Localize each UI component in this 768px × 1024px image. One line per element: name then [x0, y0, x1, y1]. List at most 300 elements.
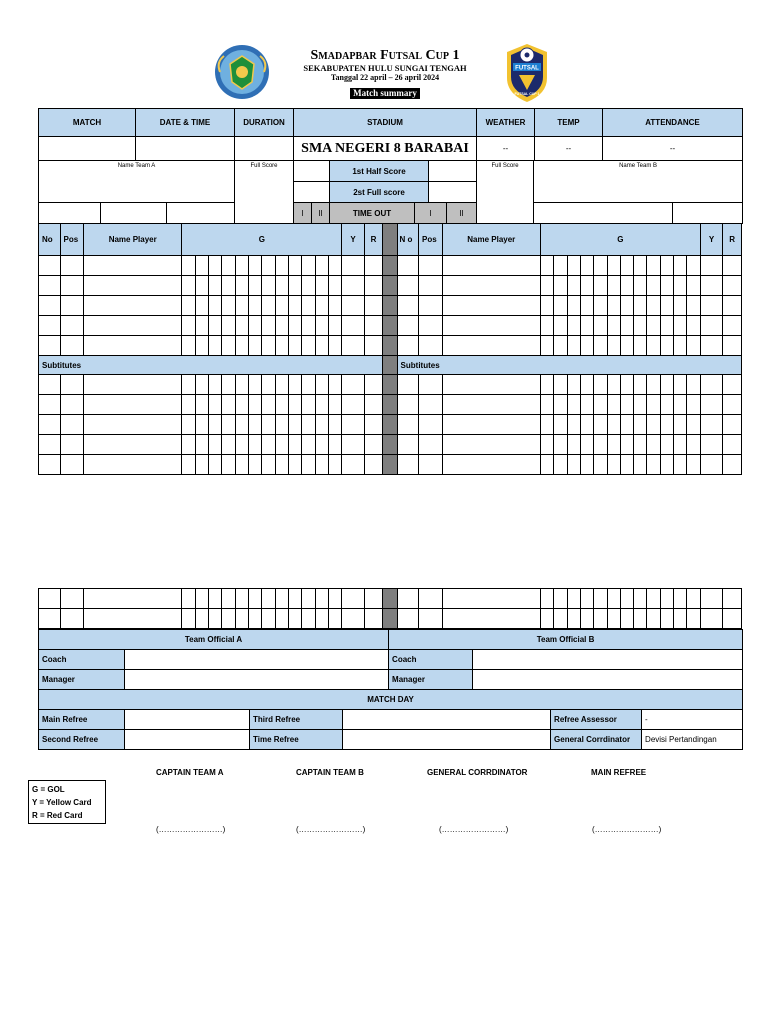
player-a-goal-cell[interactable]	[275, 415, 288, 435]
player-b-goal-cell[interactable]	[580, 336, 593, 356]
player-a-goal-cell[interactable]	[222, 316, 235, 336]
player-a-no[interactable]	[39, 395, 61, 415]
player-b-goal-cell[interactable]	[554, 435, 567, 455]
player-a-goal-cell[interactable]	[222, 589, 235, 609]
player-a-goal-cell[interactable]	[195, 395, 208, 415]
player-b-goal-cell[interactable]	[620, 256, 633, 276]
player-a-goal-cell[interactable]	[262, 276, 275, 296]
player-a-goal-cell[interactable]	[315, 336, 328, 356]
player-b-goal-cell[interactable]	[634, 256, 647, 276]
player-a-red-cell[interactable]	[364, 395, 382, 415]
player-a-goal-cell[interactable]	[195, 589, 208, 609]
timeout-a-ii[interactable]: II	[312, 203, 330, 224]
player-a-goal-cell[interactable]	[182, 435, 195, 455]
player-b-goal-cell[interactable]	[660, 296, 673, 316]
player-b-goal-cell[interactable]	[607, 455, 620, 475]
player-b-goal-cell[interactable]	[594, 316, 607, 336]
main-referee-signature-line[interactable]: (……………………)	[592, 825, 662, 834]
player-b-goal-cell[interactable]	[554, 455, 567, 475]
player-a-yellow-cell[interactable]	[342, 455, 365, 475]
second-full-b-box[interactable]	[429, 182, 477, 203]
player-a-goal-cell[interactable]	[182, 455, 195, 475]
player-a-goal-cell[interactable]	[328, 415, 341, 435]
player-a-goal-cell[interactable]	[248, 415, 261, 435]
player-a-goal-cell[interactable]	[315, 395, 328, 415]
player-a-yellow-cell[interactable]	[342, 296, 365, 316]
player-a-goal-cell[interactable]	[262, 609, 275, 629]
player-b-goal-cell[interactable]	[594, 375, 607, 395]
second-full-a-box[interactable]	[294, 182, 330, 203]
player-a-name[interactable]	[84, 316, 182, 336]
player-b-goal-cell[interactable]	[554, 316, 567, 336]
player-a-name[interactable]	[84, 276, 182, 296]
player-a-goal-cell[interactable]	[235, 256, 248, 276]
player-a-goal-cell[interactable]	[248, 316, 261, 336]
player-a-goal-cell[interactable]	[315, 455, 328, 475]
player-a-goal-cell[interactable]	[182, 256, 195, 276]
player-a-goal-cell[interactable]	[315, 276, 328, 296]
player-b-goal-cell[interactable]	[660, 395, 673, 415]
player-b-no[interactable]	[397, 336, 419, 356]
player-b-goal-cell[interactable]	[647, 375, 660, 395]
player-a-name[interactable]	[84, 296, 182, 316]
player-b-goal-cell[interactable]	[660, 589, 673, 609]
player-b-goal-cell[interactable]	[607, 375, 620, 395]
timeout-b-i[interactable]: I	[415, 203, 447, 224]
player-a-name[interactable]	[84, 589, 182, 609]
player-a-red-cell[interactable]	[364, 296, 382, 316]
player-a-goal-cell[interactable]	[288, 316, 301, 336]
player-a-goal-cell[interactable]	[195, 415, 208, 435]
player-b-name[interactable]	[442, 256, 540, 276]
player-b-goal-cell[interactable]	[687, 375, 700, 395]
duration-value[interactable]	[235, 137, 294, 161]
player-a-goal-cell[interactable]	[235, 276, 248, 296]
player-b-name[interactable]	[442, 276, 540, 296]
player-a-yellow-cell[interactable]	[342, 589, 365, 609]
player-b-red-cell[interactable]	[723, 415, 742, 435]
player-a-goal-cell[interactable]	[209, 375, 222, 395]
player-a-goal-cell[interactable]	[262, 296, 275, 316]
player-b-goal-cell[interactable]	[540, 455, 553, 475]
player-b-goal-cell[interactable]	[607, 415, 620, 435]
player-a-goal-cell[interactable]	[235, 415, 248, 435]
player-b-goal-cell[interactable]	[674, 276, 687, 296]
player-a-goal-cell[interactable]	[302, 455, 315, 475]
player-b-goal-cell[interactable]	[580, 435, 593, 455]
player-a-red-cell[interactable]	[364, 276, 382, 296]
player-b-goal-cell[interactable]	[634, 316, 647, 336]
team-a-cell-3[interactable]	[167, 203, 235, 224]
player-b-goal-cell[interactable]	[567, 296, 580, 316]
player-a-goal-cell[interactable]	[248, 435, 261, 455]
manager-a-field[interactable]	[125, 670, 389, 690]
player-a-goal-cell[interactable]	[262, 455, 275, 475]
player-b-goal-cell[interactable]	[620, 589, 633, 609]
general-coordinator-field[interactable]: Devisi Pertandingan	[642, 730, 743, 750]
player-b-goal-cell[interactable]	[567, 589, 580, 609]
player-a-goal-cell[interactable]	[235, 296, 248, 316]
player-a-goal-cell[interactable]	[248, 276, 261, 296]
player-b-goal-cell[interactable]	[687, 276, 700, 296]
player-b-goal-cell[interactable]	[580, 296, 593, 316]
player-b-goal-cell[interactable]	[674, 415, 687, 435]
player-b-goal-cell[interactable]	[687, 415, 700, 435]
player-a-red-cell[interactable]	[364, 435, 382, 455]
player-b-goal-cell[interactable]	[674, 589, 687, 609]
player-b-no[interactable]	[397, 589, 419, 609]
player-b-name[interactable]	[442, 395, 540, 415]
player-b-goal-cell[interactable]	[594, 435, 607, 455]
second-referee-field[interactable]	[125, 730, 250, 750]
player-a-goal-cell[interactable]	[209, 296, 222, 316]
player-b-goal-cell[interactable]	[634, 435, 647, 455]
player-a-goal-cell[interactable]	[222, 609, 235, 629]
player-b-pos[interactable]	[419, 395, 443, 415]
player-a-goal-cell[interactable]	[195, 276, 208, 296]
player-b-goal-cell[interactable]	[554, 336, 567, 356]
player-b-red-cell[interactable]	[723, 395, 742, 415]
player-b-goal-cell[interactable]	[687, 395, 700, 415]
player-b-goal-cell[interactable]	[580, 609, 593, 629]
player-a-goal-cell[interactable]	[209, 455, 222, 475]
player-a-goal-cell[interactable]	[235, 609, 248, 629]
player-a-goal-cell[interactable]	[328, 336, 341, 356]
player-b-yellow-cell[interactable]	[700, 435, 723, 455]
player-a-goal-cell[interactable]	[288, 296, 301, 316]
player-b-goal-cell[interactable]	[607, 589, 620, 609]
player-a-goal-cell[interactable]	[302, 609, 315, 629]
player-a-goal-cell[interactable]	[182, 415, 195, 435]
player-b-red-cell[interactable]	[723, 435, 742, 455]
player-b-goal-cell[interactable]	[674, 256, 687, 276]
player-b-goal-cell[interactable]	[674, 455, 687, 475]
main-referee-field[interactable]	[125, 710, 250, 730]
player-b-goal-cell[interactable]	[540, 316, 553, 336]
player-a-goal-cell[interactable]	[288, 609, 301, 629]
player-a-goal-cell[interactable]	[182, 316, 195, 336]
player-b-goal-cell[interactable]	[594, 296, 607, 316]
player-b-goal-cell[interactable]	[674, 336, 687, 356]
player-a-goal-cell[interactable]	[275, 336, 288, 356]
player-a-goal-cell[interactable]	[182, 375, 195, 395]
player-b-name[interactable]	[442, 609, 540, 629]
player-b-goal-cell[interactable]	[607, 395, 620, 415]
player-b-no[interactable]	[397, 316, 419, 336]
player-b-red-cell[interactable]	[723, 316, 742, 336]
player-b-goal-cell[interactable]	[687, 256, 700, 276]
player-b-name[interactable]	[442, 336, 540, 356]
player-a-no[interactable]	[39, 455, 61, 475]
player-a-no[interactable]	[39, 276, 61, 296]
player-b-goal-cell[interactable]	[540, 415, 553, 435]
player-a-goal-cell[interactable]	[275, 375, 288, 395]
player-b-pos[interactable]	[419, 415, 443, 435]
player-a-pos[interactable]	[60, 256, 84, 276]
player-b-goal-cell[interactable]	[554, 375, 567, 395]
player-a-goal-cell[interactable]	[328, 609, 341, 629]
player-a-goal-cell[interactable]	[315, 375, 328, 395]
player-b-pos[interactable]	[419, 316, 443, 336]
player-a-goal-cell[interactable]	[249, 589, 262, 609]
player-a-goal-cell[interactable]	[248, 256, 261, 276]
player-b-goal-cell[interactable]	[634, 276, 647, 296]
player-a-goal-cell[interactable]	[262, 589, 275, 609]
player-b-name[interactable]	[442, 316, 540, 336]
player-b-goal-cell[interactable]	[647, 316, 660, 336]
player-b-name[interactable]	[442, 435, 540, 455]
player-b-yellow-cell[interactable]	[700, 589, 723, 609]
player-b-goal-cell[interactable]	[554, 256, 567, 276]
player-a-goal-cell[interactable]	[288, 276, 301, 296]
player-a-goal-cell[interactable]	[195, 296, 208, 316]
player-b-goal-cell[interactable]	[567, 336, 580, 356]
player-b-goal-cell[interactable]	[567, 435, 580, 455]
player-b-no[interactable]	[397, 609, 419, 629]
player-a-name[interactable]	[84, 455, 182, 475]
player-b-goal-cell[interactable]	[674, 296, 687, 316]
player-a-red-cell[interactable]	[364, 375, 382, 395]
player-b-red-cell[interactable]	[723, 336, 742, 356]
player-a-goal-cell[interactable]	[222, 375, 235, 395]
player-b-goal-cell[interactable]	[580, 415, 593, 435]
player-a-goal-cell[interactable]	[288, 375, 301, 395]
player-a-red-cell[interactable]	[364, 256, 382, 276]
player-a-goal-cell[interactable]	[275, 395, 288, 415]
player-b-yellow-cell[interactable]	[700, 609, 723, 629]
player-b-name[interactable]	[442, 296, 540, 316]
player-a-goal-cell[interactable]	[222, 415, 235, 435]
date-time-value[interactable]	[136, 137, 235, 161]
player-a-goal-cell[interactable]	[288, 415, 301, 435]
player-b-goal-cell[interactable]	[594, 609, 607, 629]
player-b-no[interactable]	[397, 395, 419, 415]
player-a-goal-cell[interactable]	[328, 296, 341, 316]
player-a-no[interactable]	[39, 415, 61, 435]
player-a-goal-cell[interactable]	[209, 415, 222, 435]
player-b-goal-cell[interactable]	[540, 375, 553, 395]
player-b-goal-cell[interactable]	[634, 589, 647, 609]
player-b-goal-cell[interactable]	[634, 296, 647, 316]
player-b-goal-cell[interactable]	[620, 336, 633, 356]
player-b-goal-cell[interactable]	[540, 589, 553, 609]
player-a-goal-cell[interactable]	[288, 589, 301, 609]
player-a-goal-cell[interactable]	[315, 435, 328, 455]
player-a-goal-cell[interactable]	[182, 589, 195, 609]
player-b-yellow-cell[interactable]	[700, 316, 723, 336]
player-b-red-cell[interactable]	[723, 296, 742, 316]
player-b-goal-cell[interactable]	[647, 296, 660, 316]
general-coordinator-signature-line[interactable]: (……………………)	[439, 825, 509, 834]
player-b-goal-cell[interactable]	[674, 609, 687, 629]
player-b-goal-cell[interactable]	[594, 336, 607, 356]
player-b-goal-cell[interactable]	[687, 316, 700, 336]
player-b-goal-cell[interactable]	[607, 256, 620, 276]
player-a-pos[interactable]	[60, 395, 84, 415]
player-a-no[interactable]	[39, 336, 61, 356]
team-b-cell-1[interactable]	[534, 203, 673, 224]
player-b-goal-cell[interactable]	[660, 609, 673, 629]
player-b-goal-cell[interactable]	[540, 276, 553, 296]
player-b-goal-cell[interactable]	[567, 256, 580, 276]
player-b-goal-cell[interactable]	[594, 415, 607, 435]
player-b-goal-cell[interactable]	[567, 455, 580, 475]
player-b-pos[interactable]	[419, 256, 443, 276]
player-b-goal-cell[interactable]	[580, 256, 593, 276]
player-a-goal-cell[interactable]	[248, 336, 261, 356]
player-a-name[interactable]	[84, 375, 182, 395]
player-b-goal-cell[interactable]	[687, 609, 700, 629]
player-a-goal-cell[interactable]	[209, 395, 222, 415]
player-a-yellow-cell[interactable]	[342, 435, 365, 455]
player-b-goal-cell[interactable]	[540, 435, 553, 455]
player-a-goal-cell[interactable]	[235, 589, 248, 609]
player-b-goal-cell[interactable]	[580, 276, 593, 296]
time-referee-field[interactable]	[343, 730, 551, 750]
player-b-goal-cell[interactable]	[554, 276, 567, 296]
player-b-goal-cell[interactable]	[634, 455, 647, 475]
player-a-yellow-cell[interactable]	[342, 395, 365, 415]
player-a-goal-cell[interactable]	[248, 296, 261, 316]
player-a-goal-cell[interactable]	[195, 435, 208, 455]
player-a-yellow-cell[interactable]	[342, 256, 365, 276]
player-a-goal-cell[interactable]	[195, 336, 208, 356]
coach-a-field[interactable]	[125, 650, 389, 670]
player-b-red-cell[interactable]	[723, 256, 742, 276]
player-a-goal-cell[interactable]	[315, 296, 328, 316]
player-a-red-cell[interactable]	[364, 609, 382, 629]
player-a-goal-cell[interactable]	[249, 609, 262, 629]
player-a-goal-cell[interactable]	[248, 375, 261, 395]
player-a-pos[interactable]	[60, 455, 84, 475]
player-b-goal-cell[interactable]	[620, 296, 633, 316]
player-a-goal-cell[interactable]	[182, 276, 195, 296]
player-b-yellow-cell[interactable]	[700, 415, 723, 435]
player-b-goal-cell[interactable]	[567, 609, 580, 629]
player-a-yellow-cell[interactable]	[342, 609, 365, 629]
player-b-goal-cell[interactable]	[540, 256, 553, 276]
player-b-goal-cell[interactable]	[620, 455, 633, 475]
player-b-goal-cell[interactable]	[634, 336, 647, 356]
player-b-goal-cell[interactable]	[554, 609, 567, 629]
player-b-goal-cell[interactable]	[660, 455, 673, 475]
player-b-goal-cell[interactable]	[647, 256, 660, 276]
player-b-goal-cell[interactable]	[674, 316, 687, 336]
player-a-goal-cell[interactable]	[262, 395, 275, 415]
player-b-goal-cell[interactable]	[620, 415, 633, 435]
player-b-goal-cell[interactable]	[594, 395, 607, 415]
match-value[interactable]	[39, 137, 136, 161]
player-a-goal-cell[interactable]	[302, 256, 315, 276]
player-a-goal-cell[interactable]	[222, 435, 235, 455]
player-b-pos[interactable]	[419, 609, 443, 629]
timeout-b-ii[interactable]: II	[447, 203, 477, 224]
first-half-b-box[interactable]	[429, 161, 477, 182]
player-a-goal-cell[interactable]	[182, 609, 195, 629]
player-a-goal-cell[interactable]	[209, 435, 222, 455]
player-b-red-cell[interactable]	[723, 375, 742, 395]
player-a-pos[interactable]	[60, 435, 84, 455]
captain-a-signature-line[interactable]: (……………………)	[156, 825, 226, 834]
player-a-goal-cell[interactable]	[302, 375, 315, 395]
player-b-name[interactable]	[442, 375, 540, 395]
team-a-cell-2[interactable]	[101, 203, 167, 224]
player-a-goal-cell[interactable]	[288, 395, 301, 415]
player-a-red-cell[interactable]	[364, 415, 382, 435]
player-b-pos[interactable]	[419, 276, 443, 296]
player-a-goal-cell[interactable]	[209, 609, 222, 629]
player-b-goal-cell[interactable]	[607, 336, 620, 356]
player-a-goal-cell[interactable]	[275, 589, 288, 609]
first-half-a-box[interactable]	[294, 161, 330, 182]
player-a-pos[interactable]	[60, 375, 84, 395]
player-b-goal-cell[interactable]	[620, 435, 633, 455]
player-b-goal-cell[interactable]	[540, 609, 553, 629]
player-b-goal-cell[interactable]	[567, 415, 580, 435]
player-a-pos[interactable]	[60, 316, 84, 336]
player-a-red-cell[interactable]	[364, 316, 382, 336]
player-b-pos[interactable]	[419, 336, 443, 356]
player-a-goal-cell[interactable]	[262, 415, 275, 435]
player-b-goal-cell[interactable]	[620, 316, 633, 336]
player-a-goal-cell[interactable]	[302, 395, 315, 415]
player-a-red-cell[interactable]	[364, 455, 382, 475]
player-a-goal-cell[interactable]	[302, 589, 315, 609]
player-b-goal-cell[interactable]	[580, 395, 593, 415]
player-a-goal-cell[interactable]	[182, 336, 195, 356]
player-a-goal-cell[interactable]	[302, 415, 315, 435]
player-a-no[interactable]	[39, 609, 61, 629]
player-b-goal-cell[interactable]	[647, 276, 660, 296]
player-a-goal-cell[interactable]	[248, 455, 261, 475]
player-b-yellow-cell[interactable]	[700, 375, 723, 395]
player-b-goal-cell[interactable]	[660, 415, 673, 435]
player-a-goal-cell[interactable]	[275, 609, 288, 629]
player-b-goal-cell[interactable]	[620, 375, 633, 395]
player-a-pos[interactable]	[60, 296, 84, 316]
player-a-name[interactable]	[84, 395, 182, 415]
player-b-goal-cell[interactable]	[647, 589, 660, 609]
player-b-goal-cell[interactable]	[687, 336, 700, 356]
player-a-goal-cell[interactable]	[302, 276, 315, 296]
player-a-no[interactable]	[39, 375, 61, 395]
player-a-goal-cell[interactable]	[235, 435, 248, 455]
player-b-goal-cell[interactable]	[607, 276, 620, 296]
player-b-goal-cell[interactable]	[660, 316, 673, 336]
player-a-goal-cell[interactable]	[302, 336, 315, 356]
player-a-red-cell[interactable]	[364, 589, 382, 609]
player-b-goal-cell[interactable]	[594, 276, 607, 296]
player-a-goal-cell[interactable]	[195, 609, 208, 629]
player-b-yellow-cell[interactable]	[700, 256, 723, 276]
player-a-goal-cell[interactable]	[248, 395, 261, 415]
player-b-goal-cell[interactable]	[647, 395, 660, 415]
player-a-yellow-cell[interactable]	[342, 316, 365, 336]
player-a-name[interactable]	[84, 435, 182, 455]
player-a-goal-cell[interactable]	[288, 435, 301, 455]
player-a-name[interactable]	[84, 609, 182, 629]
player-b-goal-cell[interactable]	[554, 589, 567, 609]
player-a-goal-cell[interactable]	[222, 276, 235, 296]
player-b-goal-cell[interactable]	[660, 336, 673, 356]
player-a-no[interactable]	[39, 435, 61, 455]
team-b-cell-2[interactable]	[673, 203, 743, 224]
player-a-goal-cell[interactable]	[275, 296, 288, 316]
player-a-goal-cell[interactable]	[222, 296, 235, 316]
player-a-goal-cell[interactable]	[262, 336, 275, 356]
player-b-goal-cell[interactable]	[647, 435, 660, 455]
player-a-pos[interactable]	[60, 276, 84, 296]
